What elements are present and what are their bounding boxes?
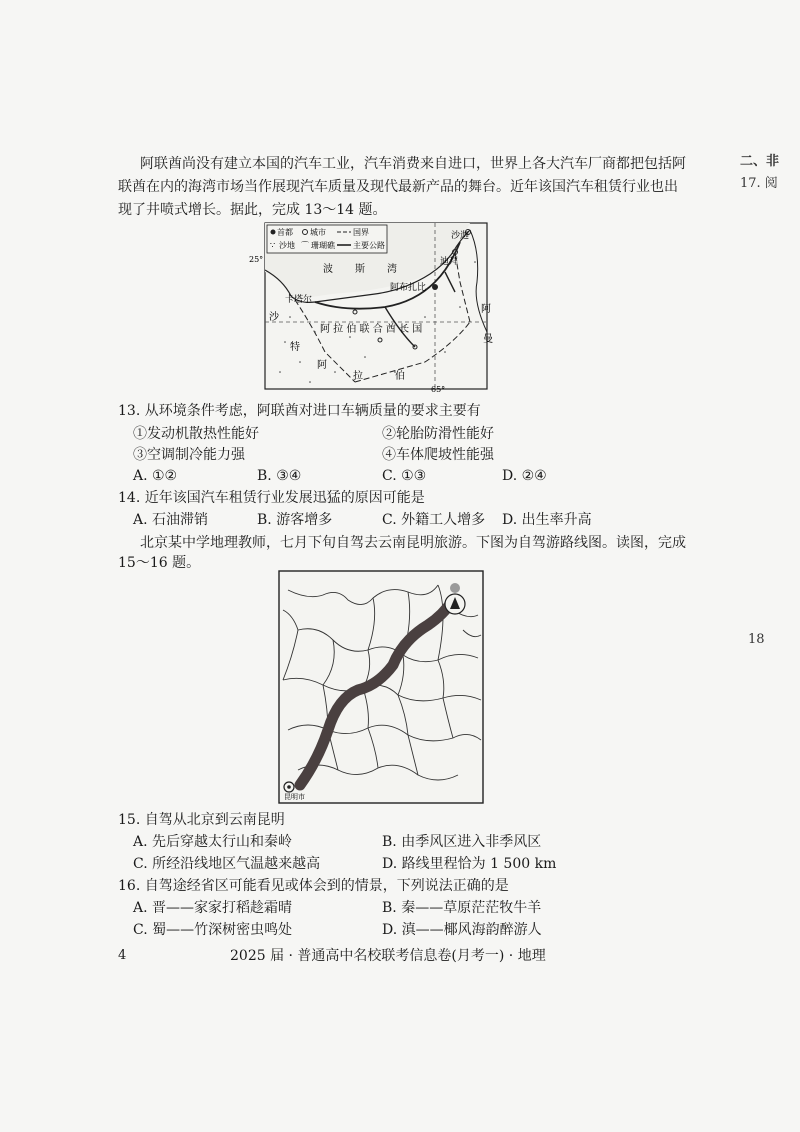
- q15-option-b: B. 由季风区进入非季风区: [382, 834, 542, 850]
- q13-statement-1: ①发动机散热性能好: [133, 426, 259, 442]
- saudi-label-1: 特: [290, 342, 300, 353]
- saudi-label-4: 伯: [395, 371, 405, 382]
- gulf-label-3: 湾: [387, 264, 397, 275]
- next-page-question-17: 17. 阅: [740, 176, 778, 191]
- sharjah-label: 沙迦: [451, 231, 470, 241]
- q13-statement-3: ③空调制冷能力强: [133, 447, 245, 463]
- sand-label: 沙: [269, 312, 279, 323]
- legend-capital: 首都: [277, 228, 293, 237]
- gulf-label-2: 斯: [355, 264, 365, 275]
- legend-reef: 珊瑚礁: [311, 241, 335, 250]
- q13-option-b: B. ③④: [257, 468, 302, 484]
- q14-stem: 14. 近年该国汽车租赁行业发展迅猛的原因可能是: [118, 490, 425, 506]
- legend-sand: 沙地: [279, 241, 295, 250]
- q13-option-c: C. ①③: [382, 468, 427, 484]
- q16-option-b: B. 秦——草原茫茫牧牛羊: [382, 900, 542, 916]
- next-page-number-18: 18: [748, 632, 765, 647]
- abudhabi-label: 阿布扎比: [390, 283, 427, 293]
- q14-option-c: C. 外籍工人增多: [382, 512, 486, 528]
- q16-option-d: D. 滇——椰风海韵醉游人: [382, 922, 542, 938]
- capital-symbol-icon: [271, 230, 276, 235]
- q16-stem: 16. 自驾途经省区可能看见或体会到的情景，下列说法正确的是: [118, 878, 509, 894]
- oman-label-1: 阿: [481, 304, 491, 315]
- intro-line-2: 联酋在内的海湾市场当作展现汽车质量及现代最新产品的舞台。近年该国汽车租赁行业也出: [118, 179, 678, 195]
- route-map: [278, 570, 484, 804]
- q15-option-c: C. 所经沿线地区气温越来越高: [133, 856, 321, 872]
- q14-option-a: A. 石油滞销: [133, 512, 209, 528]
- intro-line-1: 阿联酋尚没有建立本国的汽车工业，汽车消费来自进口，世界上各大汽车厂商都把包括阿: [140, 156, 686, 172]
- intro-line-3: 现了井喷式增长。据此，完成 13～14 题。: [118, 202, 387, 218]
- q13-stem: 13. 从环境条件考虑，阿联酋对进口车辆质量的要求主要有: [118, 403, 481, 419]
- oman-label-2: 曼: [483, 334, 493, 345]
- q15-option-a: A. 先后穿越太行山和秦岭: [133, 834, 293, 850]
- q13-statement-2: ②轮胎防滑性能好: [382, 426, 494, 442]
- gulf-label-1: 波: [323, 264, 333, 275]
- legend-city: 城市: [310, 228, 326, 237]
- longitude-label: 65°: [431, 385, 446, 394]
- q16-option-c: C. 蜀——竹深树密虫鸣处: [133, 922, 293, 938]
- legend-road: 主要公路: [353, 241, 385, 250]
- intro2-line-1: 北京某中学地理教师，七月下旬自驾去云南昆明旅游。下图为自驾游路线图。读图，完成: [140, 535, 686, 551]
- q13-statement-4: ④车体爬坡性能强: [382, 447, 494, 463]
- q16-option-a: A. 晋——家家打稻趁霜晴: [133, 900, 293, 916]
- latitude-label: 25°: [249, 255, 264, 264]
- q13-option-a: A. ①②: [133, 468, 178, 484]
- uae-map: [249, 222, 500, 394]
- uae-label: 阿 拉 伯 联 合 酋 长 国: [320, 324, 423, 335]
- legend-border: 国界: [353, 228, 369, 237]
- dubai-label: 迪拜: [440, 257, 459, 267]
- sand-symbol-icon: ∵: [270, 241, 276, 250]
- q14-option-b: B. 游客增多: [257, 512, 333, 528]
- reef-symbol-icon: ⌒: [301, 241, 309, 250]
- q15-stem: 15. 自驾从北京到云南昆明: [118, 812, 285, 828]
- q15-option-d: D. 路线里程恰为 1 500 km: [382, 856, 557, 872]
- saudi-label-3: 拉: [353, 371, 363, 382]
- abudhabi-capital-icon: [432, 284, 438, 290]
- footer-title: 2025 届 · 普通高中名校联考信息卷(月考一) · 地理: [230, 948, 546, 964]
- kunming-label: 昆明市: [284, 793, 305, 801]
- intro2-line-2: 15～16 题。: [118, 555, 201, 571]
- q14-option-d: D. 出生率升高: [502, 512, 592, 528]
- next-page-section-heading: 二、非: [740, 154, 780, 169]
- q13-option-d: D. ②④: [502, 468, 547, 484]
- page-number: 4: [118, 948, 127, 963]
- saudi-label-2: 阿: [317, 360, 327, 371]
- qatar-label: 卡塔尔: [285, 295, 313, 305]
